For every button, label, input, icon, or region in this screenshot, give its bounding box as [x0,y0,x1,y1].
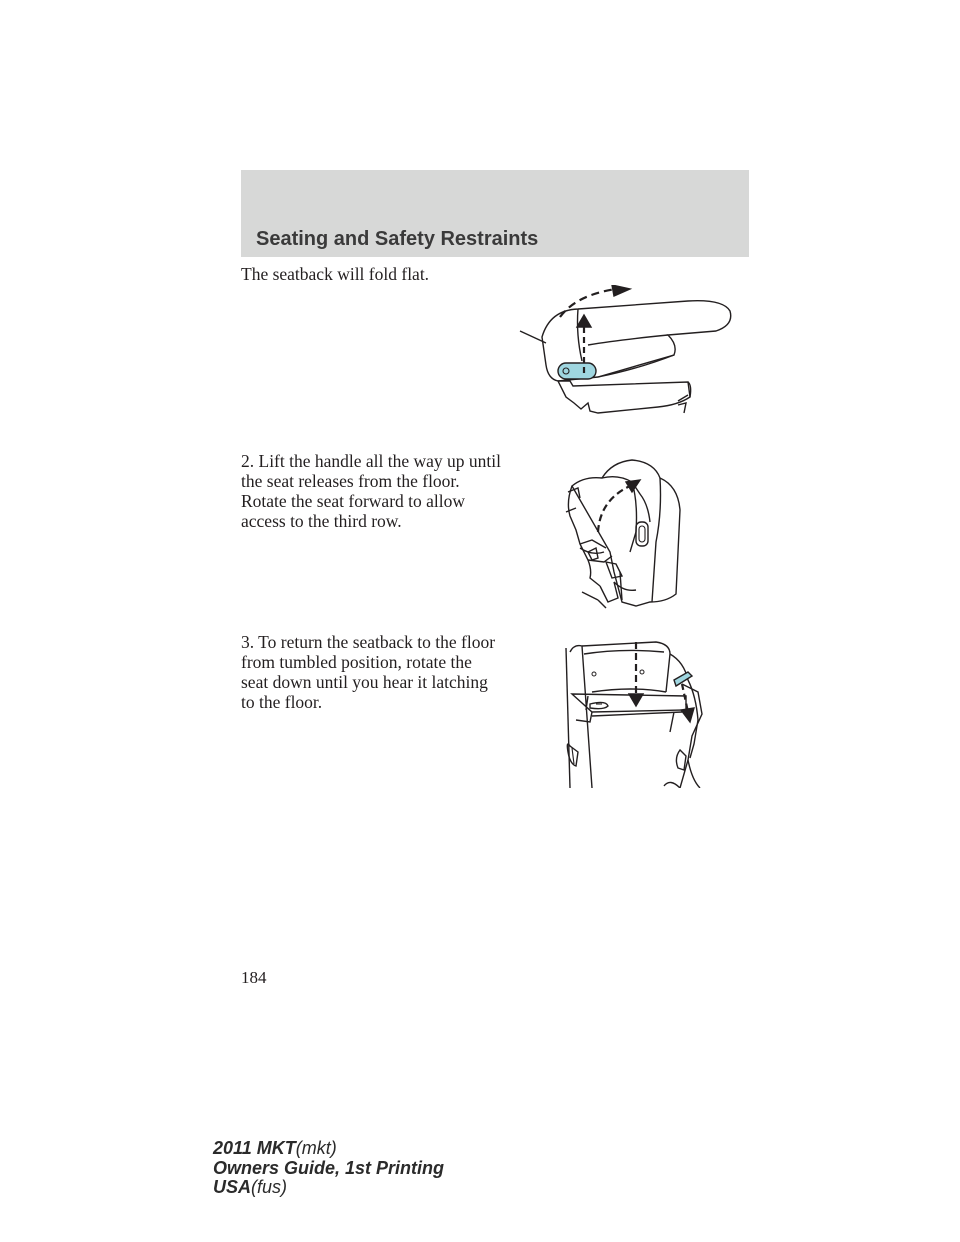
footer-model-code: (mkt) [295,1138,337,1158]
footer-line-market [213,1178,444,1198]
footer-edition: Owners Guide, 1st Printing [213,1157,445,1178]
footer-market-code: (fus) [251,1177,288,1197]
footer-market: USA [213,1177,252,1197]
paragraph-step-3: 3. To return the seatback to the floor from tumbled position, rotate the seat down until you hear it latching to the floor. [241,632,496,712]
figure-seat-returned-to-floor [562,640,710,788]
paragraph-step-2: 2. Lift the handle all the way up until the seat releases from the floor. Rotate the seat forward to allow access to the third row. [241,451,502,531]
print-footer [213,1139,444,1198]
figure-seat-tumbled-forward [562,452,687,610]
section-title: Seating and Safety Restraints [256,228,539,250]
page-number: 184 [241,968,267,987]
footer-model: 2011 MKT [213,1138,296,1158]
figure-seatback-folded-flat [518,285,743,420]
footer-line-edition [213,1159,444,1179]
paragraph-seatback-flat: The seatback will fold flat. [241,264,430,284]
footer-line-model [213,1139,444,1159]
